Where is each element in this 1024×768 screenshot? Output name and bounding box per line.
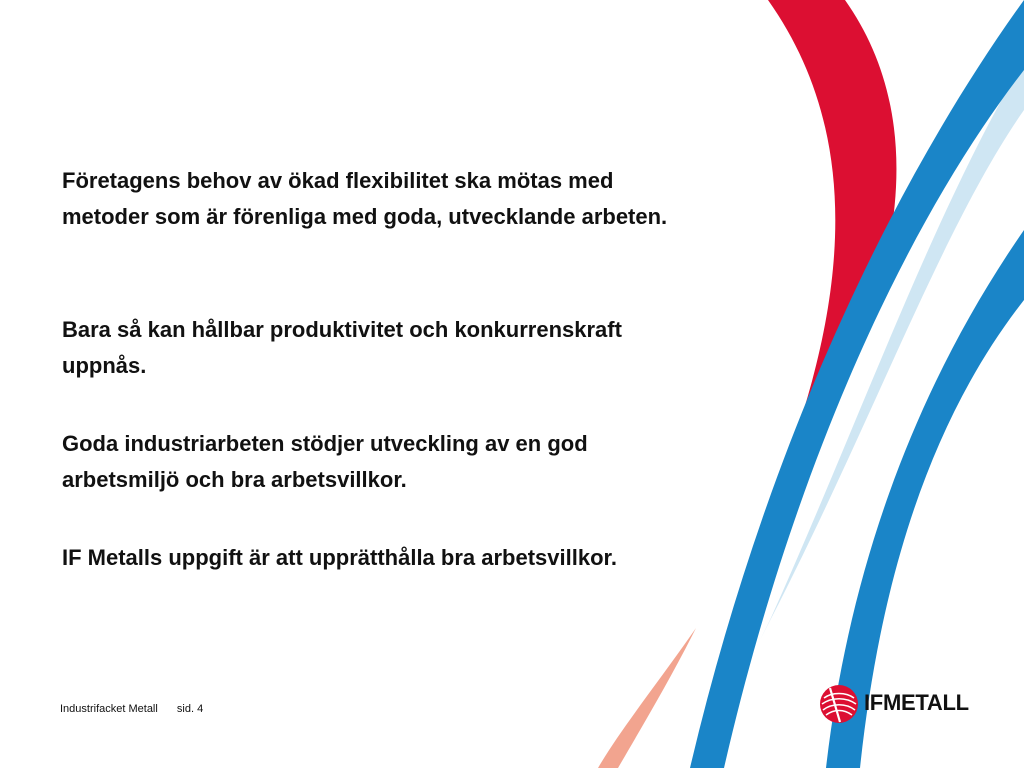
salmon-swoosh <box>598 628 696 768</box>
footer-page-number: sid. 4 <box>176 703 204 715</box>
paragraph-4: IF Metalls uppgift är att upprätthålla bra arbetsvillkor. <box>62 545 617 570</box>
ifmetall-logo <box>818 682 988 728</box>
paragraph-3: Goda industriarbeten stödjer utveckling av en god arbetsmiljö och bra arbetsvillkor. <box>62 431 588 492</box>
slide-footer <box>60 703 203 715</box>
paragraph-2: Bara så kan hållbar produktivitet och konkurrenskraft uppnås. <box>62 317 622 378</box>
footer-organization: Industrifacket Metall <box>60 703 158 715</box>
logo-wordmark: IFMETALL <box>864 690 969 715</box>
ifmetall-logo-icon <box>818 682 860 726</box>
paragraph-1: Företagens behov av ökad flexibilitet ska mötas med metoder som är förenliga med goda, utvecklande arbeten. <box>62 168 668 229</box>
